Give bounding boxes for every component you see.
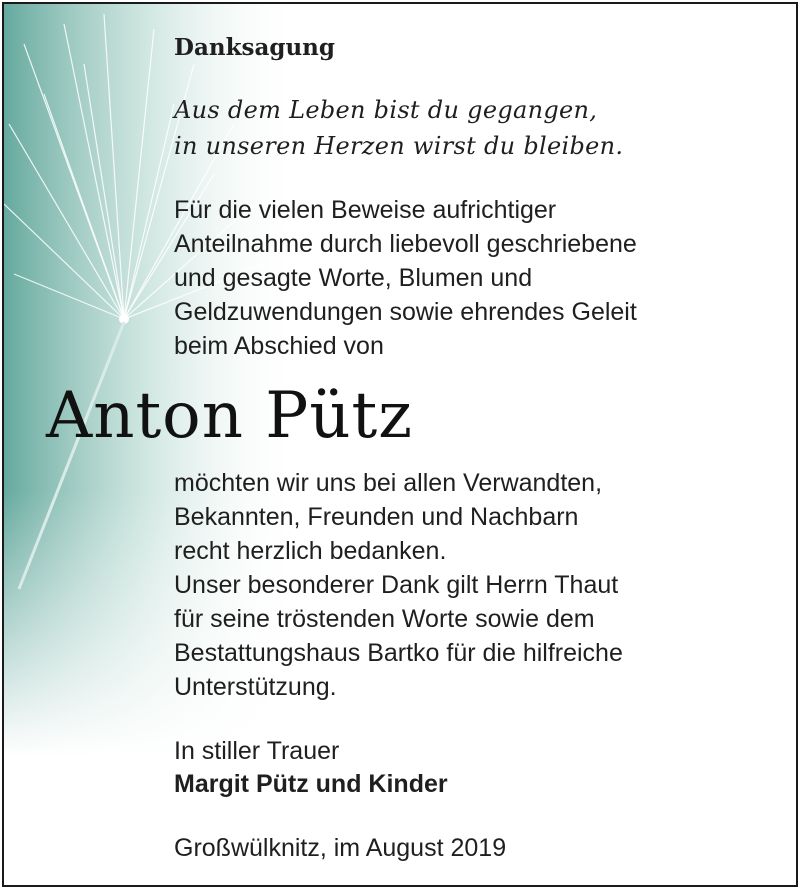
obituary-card [2,2,798,887]
signature: Margit Pütz und Kinder [174,770,448,798]
thanks-paragraph [174,193,637,363]
paragraph-line: beim Abschied von [174,332,384,360]
verse [174,92,623,164]
paragraph-line: Geldzuwendungen sowie ehrendes Geleit [174,298,637,326]
paragraph-line: Bestattungshaus Bartko für die hilfreiche [174,639,623,667]
paragraph-line: und gesagte Worte, Blumen und [174,264,533,292]
paragraph-line: Anteilnahme durch liebevoll geschriebene [174,230,637,258]
paragraph-line: Bekannten, Freunden und Nachbarn [174,503,579,531]
paragraph-line: für seine tröstenden Worte sowie dem [174,605,595,633]
paragraph-line: Für die vielen Beweise aufrichtiger [174,196,557,224]
verse-line: in unseren Herzen wirst du bleiben. [174,132,624,160]
heading: Danksagung [174,34,335,61]
gratitude-paragraph [174,466,623,704]
deceased-name: Anton Pütz [46,379,413,453]
paragraph-line: Unterstützung. [174,673,337,701]
closing-line: In stiller Trauer [174,737,340,765]
verse-line: Aus dem Leben bist du gegangen, [174,96,598,124]
place-date: Großwülknitz, im August 2019 [174,834,507,862]
paragraph-line: möchten wir uns bei allen Verwandten, [174,469,603,497]
paragraph-line: Unser besonderer Dank gilt Herrn Thaut [174,571,619,599]
paragraph-line: recht herzlich bedanken. [174,537,447,565]
